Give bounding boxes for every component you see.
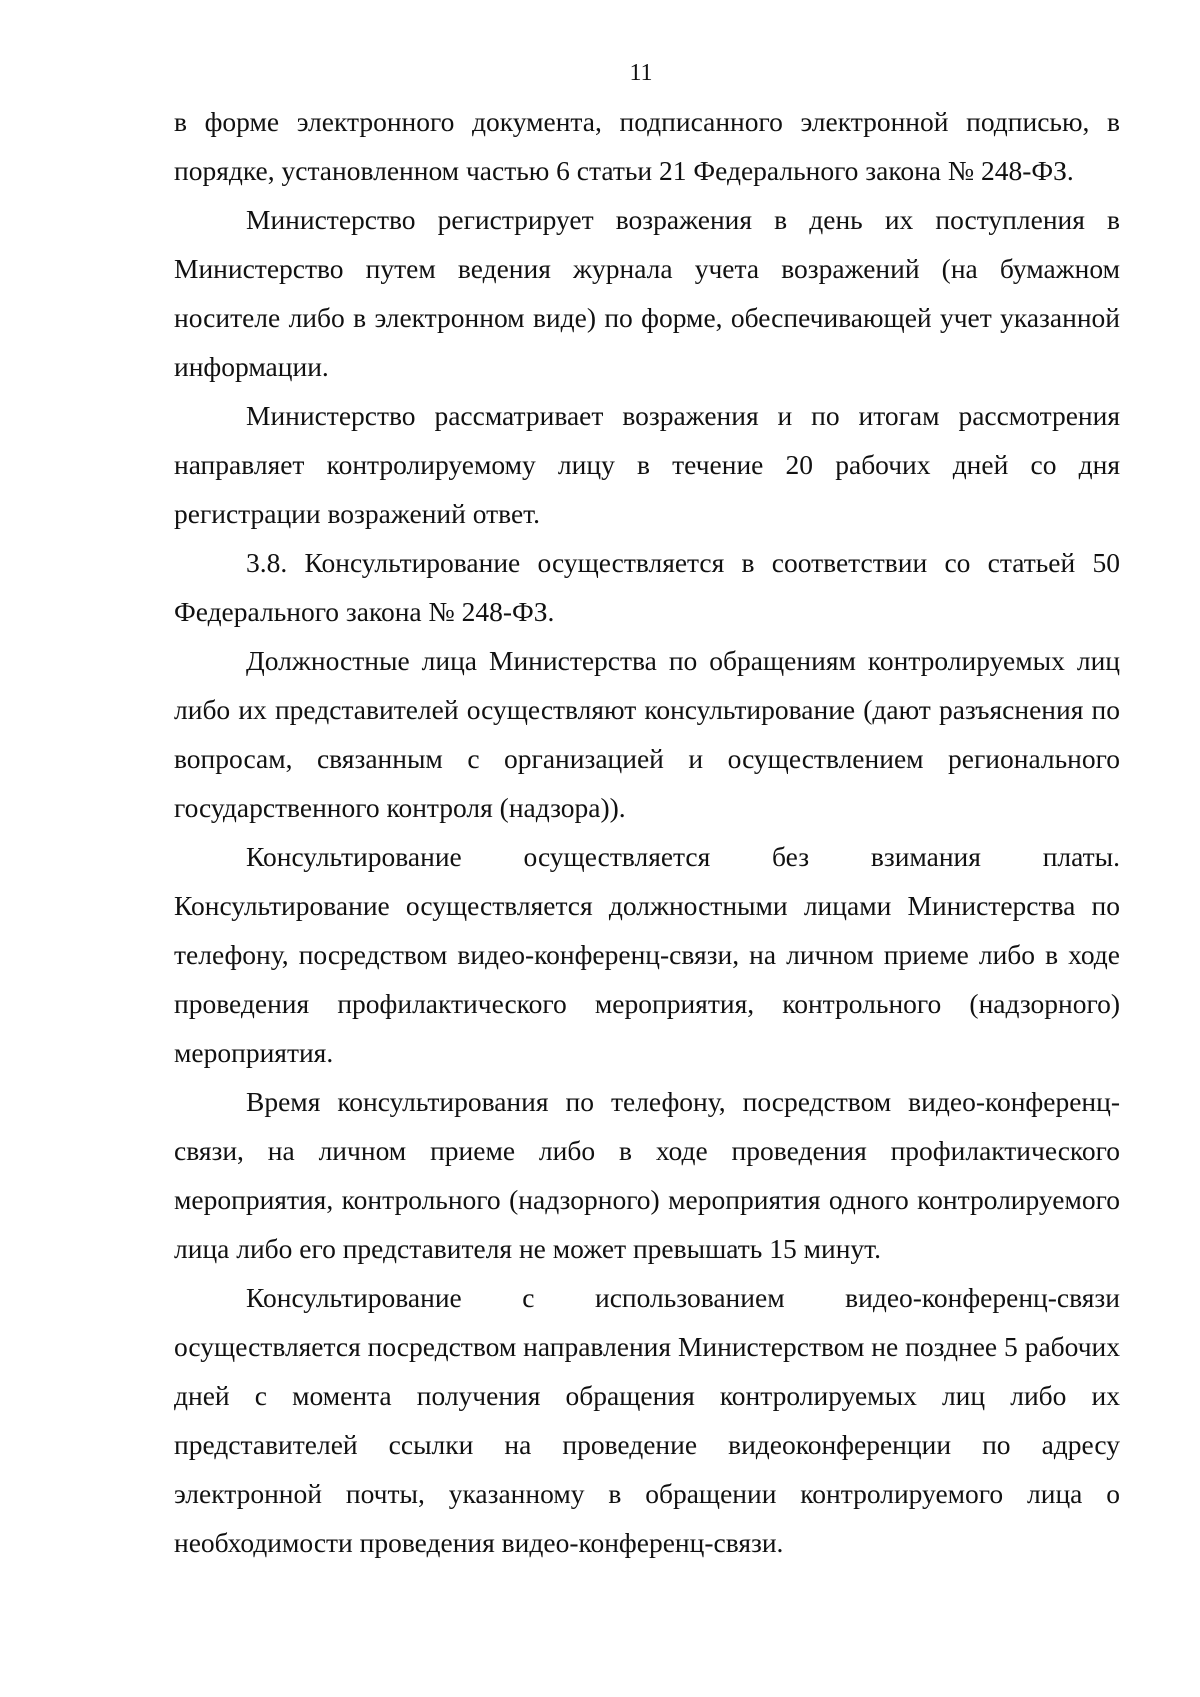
page-number: 11	[629, 60, 653, 86]
paragraph-review: Министерство рассматривает возражения и по итогам рассмотрения направляет контролируемому лицу в течение 20 рабочих дней со дня регистрации возражений ответ.	[174, 400, 1120, 529]
document-body	[174, 97, 1120, 1567]
paragraph-registration: Министерство регистрирует возражения в день их поступления в Министерство путем ведения журнала учета возражений (на бумажном носителе либо в электронном виде) по форме, обеспечивающей учет указанной информации.	[174, 204, 1120, 382]
paragraph-time-limit: Время консультирования по телефону, посредством видео-конференц-связи, на личном приеме либо в ходе проведения профилактического мероприятия, контрольного (надзорного) мероприятия одного контролируемого лица либо его представителя не может превышать 15 минут.	[174, 1086, 1120, 1264]
paragraph-section-3-8: 3.8. Консультирование осуществляется в соответствии со статьей 50 Федерального закона № 248-ФЗ.	[174, 547, 1120, 627]
paragraph-continuation: в форме электронного документа, подписанного электронной подписью, в порядке, установленном частью 6 статьи 21 Федерального закона № 248-ФЗ.	[174, 106, 1120, 186]
paragraph-officials: Должностные лица Министерства по обращениям контролируемых лиц либо их представителей осуществляют консультирование (дают разъяснения по вопросам, связанным с организацией и осуществлением регионального государственного контроля (надзора)).	[174, 645, 1120, 823]
paragraph-video-conference: Консультирование с использованием видео-конференц-связи осуществляется посредством направления Министерством не позднее 5 рабочих дней с момента получения обращения контролируемых лиц либо их представителей ссылки на проведение видеоконференции по адресу электронной почты, указанному в обращении контролируемого лица о необходимости проведения видео-конференц-связи.	[174, 1282, 1120, 1558]
paragraph-free-consulting: Консультирование осуществляется без взимания платы. Консультирование осуществляется должностными лицами Министерства по телефону, посредством видео-конференц-связи, на личном приеме либо в ходе проведения профилактического мероприятия, контрольного (надзорного) мероприятия.	[174, 841, 1120, 1068]
